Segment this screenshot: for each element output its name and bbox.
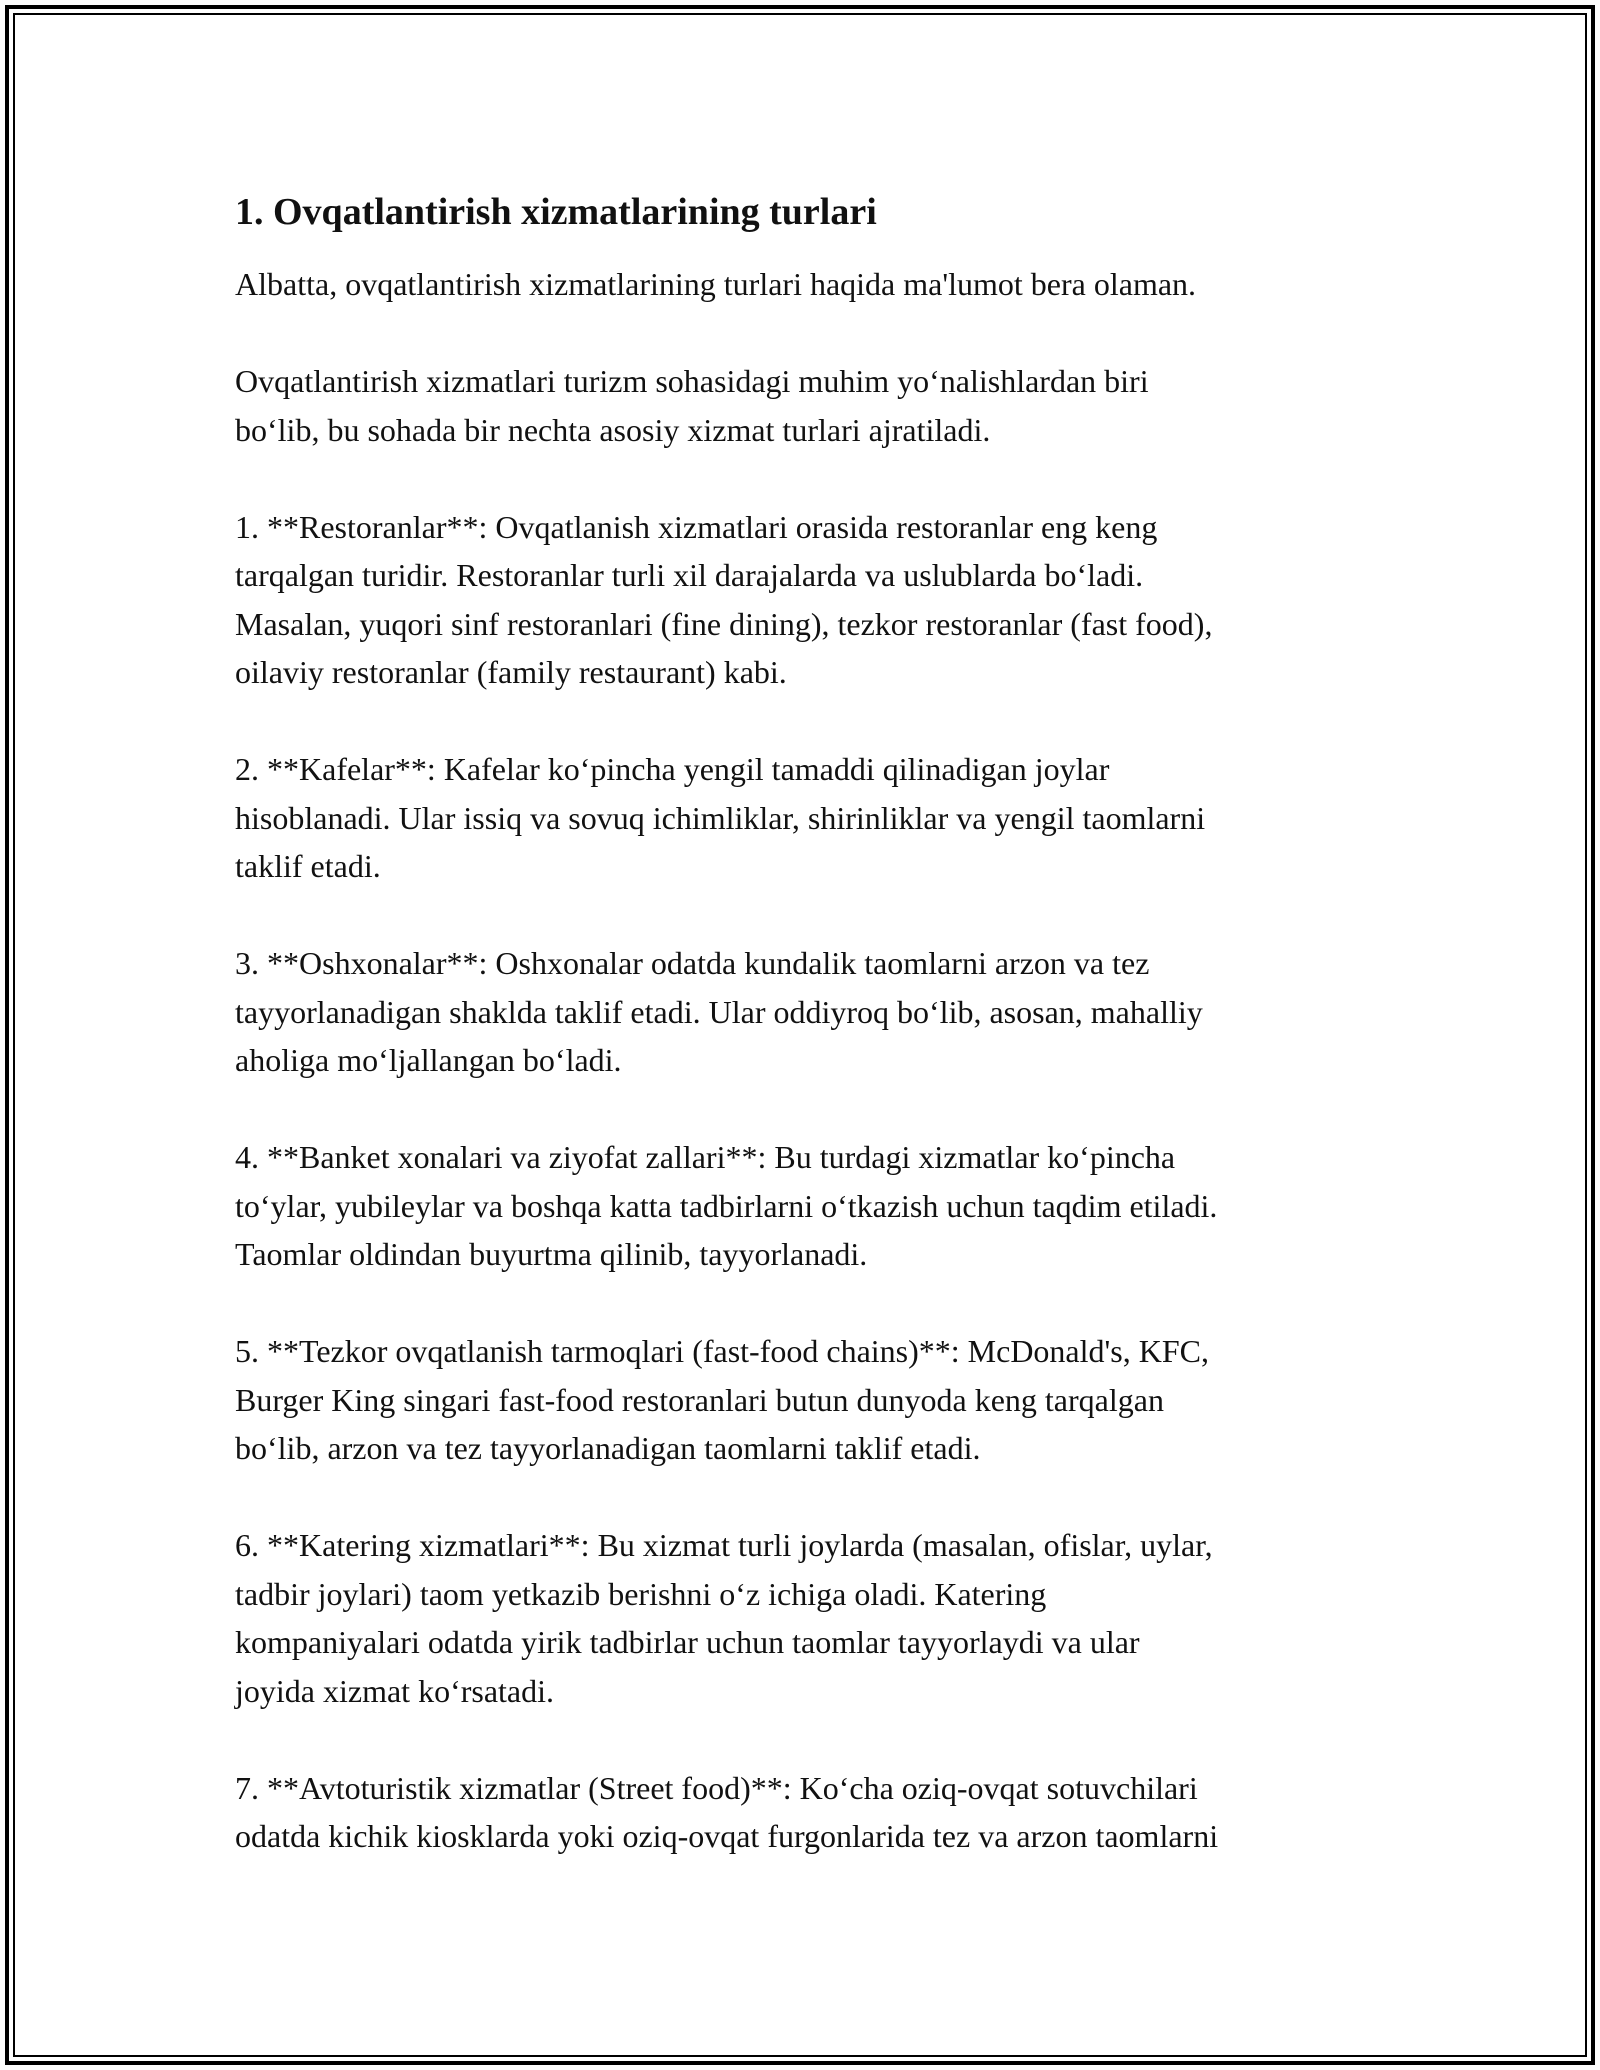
paragraph-6 <box>235 1133 1385 1279</box>
paragraph-2 <box>235 357 1385 454</box>
text-line: Masalan, yuqori sinf restoranlari (fine dining), tezkor restoranlar (fast food), <box>235 605 1213 642</box>
paragraph-3 <box>235 503 1385 697</box>
text-line: taklif etadi. <box>235 848 381 884</box>
text-line: 4. **Banket xonalari va ziyofat zallari**: Bu turdagi xizmatlar ko‘pincha <box>235 1139 1176 1175</box>
text-line: odatda kichik kiosklarda yoki oziq-ovqat furgonlarida tez va arzon taomlarni <box>235 1818 1219 1854</box>
paragraph-9 <box>235 1764 1385 1861</box>
text-line: Burger King singari fast-food restoranlari butun dunyoda keng tarqalgan <box>235 1381 1164 1418</box>
text-line: Taomlar oldindan buyurtma qilinib, tayyorlanadi. <box>235 1236 868 1272</box>
text-line: to‘ylar, yubileylar va boshqa katta tadbirlarni o‘tkazish uchun taqdim etiladi. <box>235 1187 1218 1224</box>
text-line: 1. **Restoranlar**: Ovqatlanish xizmatlari orasida restoranlar eng keng <box>235 508 1158 545</box>
text-line: kompaniyalari odatda yirik tadbirlar uchun taomlar tayyorlaydi va ular <box>235 1624 1140 1660</box>
text-line: Albatta, ovqatlantirish xizmatlarining turlari haqida ma'lumot bera olaman. <box>235 266 1197 302</box>
text-line: tarqalgan turidir. Restoranlar turli xil darajalarda va uslublarda bo‘ladi. <box>235 557 1144 593</box>
paragraph-1 <box>235 260 1385 309</box>
paragraph-5 <box>235 939 1385 1085</box>
paragraph-4 <box>235 745 1385 891</box>
paragraph-8 <box>235 1521 1385 1715</box>
paragraph-list <box>235 260 1385 1861</box>
text-line: aholiga mo‘ljallangan bo‘ladi. <box>235 1042 622 1078</box>
text-line: 5. **Tezkor ovqatlanish tarmoqlari (fast-food chains)**: McDonald's, KFC, <box>235 1333 1209 1369</box>
text-line: 2. **Kafelar**: Kafelar ko‘pincha yengil tamaddi qilinadigan joylar <box>235 751 1110 787</box>
text-line: tayyorlanadigan shaklda taklif etadi. Ular oddiyroq bo‘lib, asosan, mahalliy <box>235 993 1203 1030</box>
text-line: bo‘lib, arzon va tez tayyorlanadigan taomlarni taklif etadi. <box>235 1430 981 1466</box>
document-content <box>235 188 1385 1909</box>
text-line: joyida xizmat ko‘rsatadi. <box>235 1672 555 1709</box>
text-line: oilaviy restoranlar (family restaurant) kabi. <box>235 654 787 690</box>
text-line: 6. **Katering xizmatlari**: Bu xizmat turli joylarda (masalan, ofislar, uylar, <box>235 1527 1213 1563</box>
text-line: bo‘lib, bu sohada bir nechta asosiy xizmat turlari ajratiladi. <box>235 411 991 448</box>
text-line: Ovqatlantirish xizmatlari turizm sohasidagi muhim yo‘nalishlardan biri <box>235 363 1149 399</box>
text-line: tadbir joylari) taom yetkazib berishni o‘z ichiga oladi. Katering <box>235 1575 1047 1612</box>
text-line: hisoblanadi. Ular issiq va sovuq ichimliklar, shirinliklar va yengil taomlarni <box>235 799 1206 836</box>
paragraph-7 <box>235 1327 1385 1473</box>
text-line: 3. **Oshxonalar**: Oshxonalar odatda kundalik taomlarni arzon va tez <box>235 945 1150 981</box>
document-title: 1. Ovqatlantirish xizmatlarining turlari <box>235 191 877 233</box>
text-line: 7. **Avtoturistik xizmatlar (Street food)**: Ko‘cha oziq-ovqat sotuvchilari <box>235 1769 1198 1806</box>
